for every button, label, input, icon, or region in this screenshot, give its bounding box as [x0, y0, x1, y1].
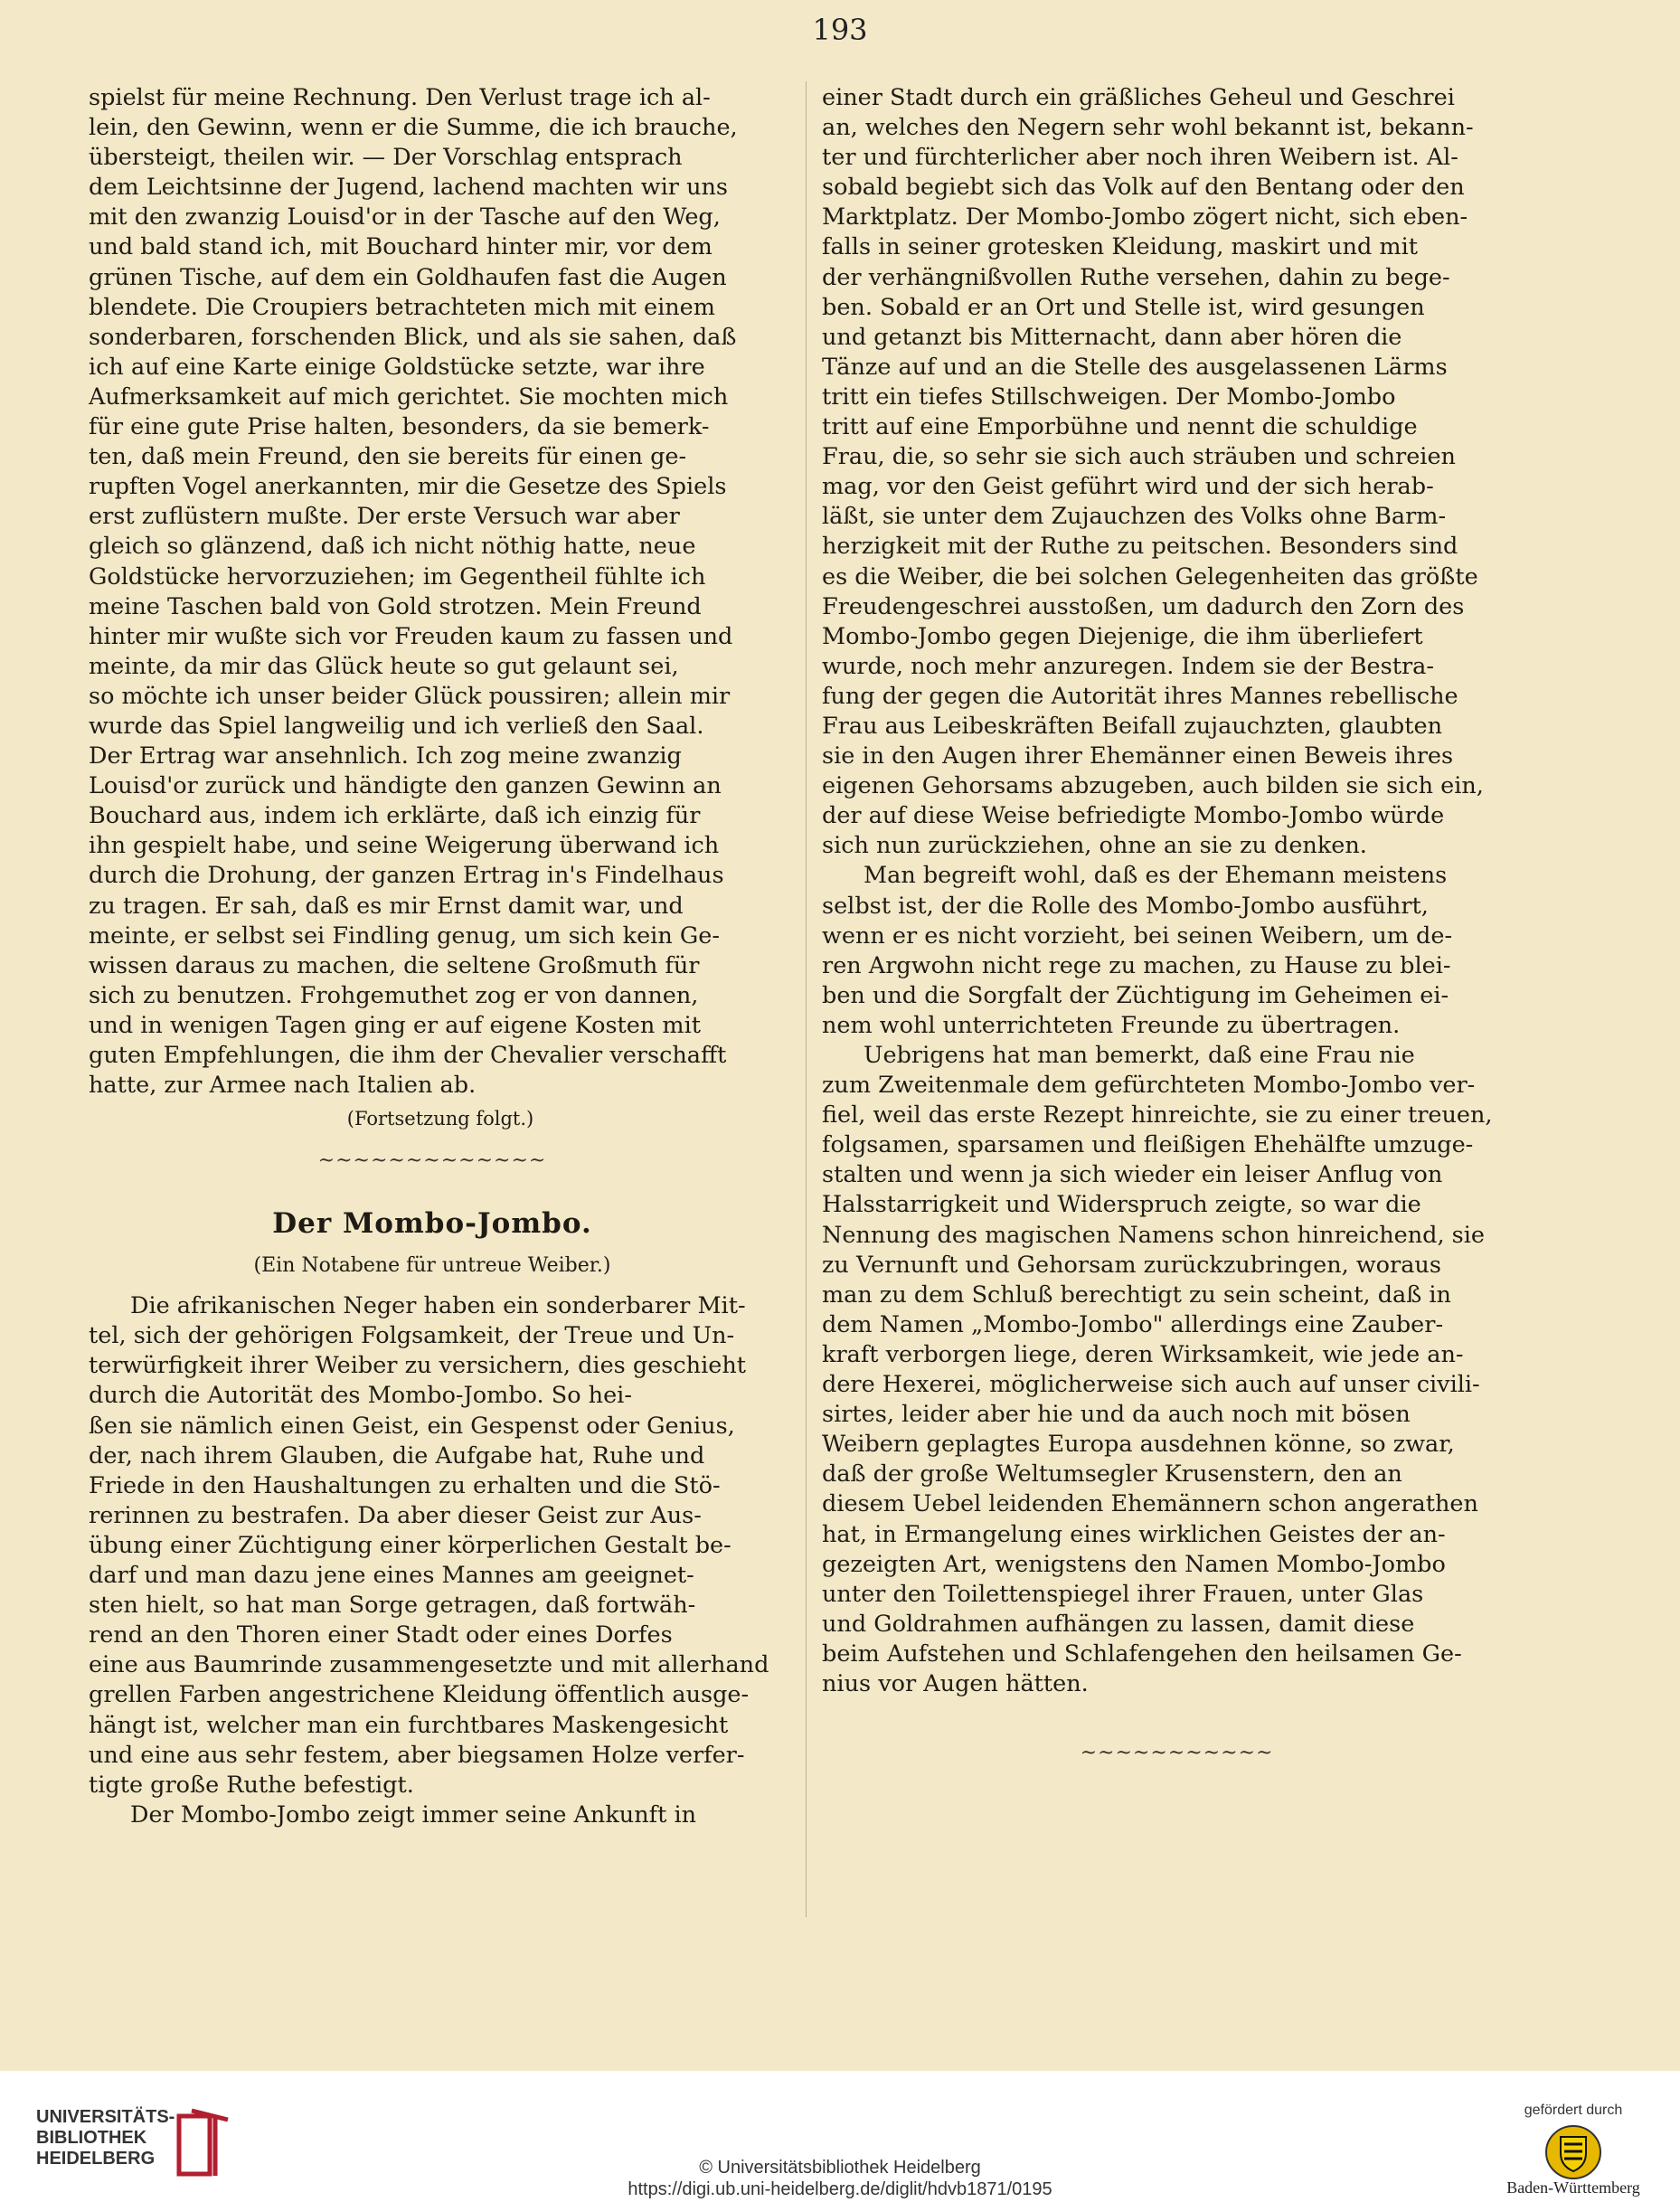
text-line: mag, vor den Geist geführt wird und der sich herab- [822, 473, 1434, 501]
text-line: ben. Sobald er an Ort und Stelle ist, wird gesungen [822, 293, 1425, 321]
text-line: Halsstarrigkeit und Widerspruch zeigte, so war die [822, 1191, 1421, 1219]
text-line: und Goldrahmen aufhängen zu lassen, damit diese [822, 1610, 1415, 1638]
text-line: sich nun zurückziehen, ohne an sie zu denken. [822, 832, 1367, 860]
text-line: ich auf eine Karte einige Goldstücke setzte, war ihre [89, 353, 705, 381]
text-line: Die afrikanischen Neger haben ein sonderbarer Mit- [130, 1292, 746, 1320]
text-line: ben und die Sorgfalt der Züchtigung im Geheimen ei- [822, 981, 1449, 1009]
column-rule [806, 81, 807, 1917]
text-line: Tänze auf und an die Stelle des ausgelassenen Lärms [822, 353, 1448, 381]
text-line: zu Vernunft und Gehorsam zurückzubringen, woraus [822, 1251, 1441, 1279]
left-article-continuation [89, 83, 792, 1101]
continued-note: (Fortsetzung folgt.) [346, 1108, 534, 1130]
separator-ornament: ~~~~~~~~~~~~~ [317, 1149, 547, 1173]
text-line: Man begreift wohl, daß es der Ehemann meistens [864, 862, 1448, 890]
text-line: dere Hexerei, möglicherweise sich auch auf unser civili- [822, 1371, 1480, 1399]
text-line: diesem Uebel leidenden Ehemännern schon angerathen [822, 1490, 1478, 1518]
text-line: Nennung des magischen Namens schon hinreichend, sie [822, 1221, 1486, 1249]
text-line: Marktplatz. Der Mombo-Jombo zögert nicht, sich eben- [822, 203, 1468, 232]
text-line: der verhängnißvollen Ruthe versehen, dahin zu bege- [822, 263, 1450, 291]
text-line: blendete. Die Croupiers betrachteten mich mit einem [89, 293, 715, 321]
text-line: es die Weiber, die bei solchen Gelegenheiten das größte [822, 562, 1478, 591]
text-line: hängt ist, welcher man ein furchtbares Maskengesicht [89, 1711, 729, 1739]
text-line: tigte große Ruthe befestigt. [89, 1771, 414, 1799]
right-paragraph-1 [822, 83, 1532, 861]
right-column [822, 83, 1532, 1801]
funding-note [1483, 2103, 1664, 2202]
text-line: beim Aufstehen und Schlafengehen den heilsamen Ge- [822, 1640, 1462, 1668]
text-line: wurde das Spiel langweilig und ich verließ den Saal. [89, 712, 704, 740]
article-subheadline: (Ein Notabene für untreue Weiber.) [253, 1254, 611, 1278]
text-line: durch die Autorität des Mombo-Jombo. So hei- [89, 1382, 632, 1410]
text-line: übung einer Züchtigung einer körperlichen Gestalt be- [89, 1531, 731, 1559]
text-line: Uebrigens hat man bemerkt, daß eine Frau nie [864, 1042, 1415, 1069]
text-line: wissen daraus zu machen, die seltene Großmuth für [89, 951, 700, 979]
text-line: so möchte ich unser beider Glück poussiren; allein mir [89, 682, 731, 710]
text-line: ten, daß mein Freund, den sie bereits für einen ge- [89, 443, 687, 471]
text-line: lein, den Gewinn, wenn er die Summe, die ich brauche, [89, 114, 738, 142]
text-line: mit den zwanzig Louisd'or in der Tasche auf den Weg, [89, 203, 721, 232]
text-line: Friede in den Haushaltungen zu erhalten und die Stö- [89, 1471, 721, 1499]
text-line: grellen Farben angestrichene Kleidung öffentlich ausge- [89, 1681, 750, 1709]
text-line: tel, sich der gehörigen Folgsamkeit, der Treue und Un- [89, 1322, 735, 1350]
text-line: wurde, noch mehr anzuregen. Indem sie der Bestra- [822, 652, 1434, 680]
footer-credits [0, 2157, 1680, 2200]
text-line: grünen Tische, auf dem ein Goldhaufen fast die Augen [89, 263, 727, 291]
text-line: Der Ertrag war ansehnlich. Ich zog meine zwanzig [89, 742, 682, 770]
text-line: und eine aus sehr festem, aber biegsamen Holze verfer- [89, 1741, 745, 1769]
text-line: an, welches den Negern sehr wohl bekannt ist, bekann- [822, 114, 1474, 142]
text-line: gezeigten Art, wenigstens den Namen Mombo-Jombo [822, 1550, 1446, 1578]
text-line: und bald stand ich, mit Bouchard hinter mir, vor dem [89, 233, 713, 261]
funded-by-label: gefördert durch [1524, 2103, 1623, 2118]
text-line: kraft verborgen liege, deren Wirksamkeit, wie jede an- [822, 1340, 1464, 1368]
text-line: erst zuflüstern mußte. Der erste Versuch war aber [89, 503, 680, 531]
text-line: der auf diese Weise befriedigte Mombo-Jombo würde [822, 802, 1445, 830]
text-line: meine Taschen bald von Gold strotzen. Mein Freund [89, 592, 702, 620]
text-line: Mombo-Jombo gegen Diejenige, die ihm überliefert [822, 622, 1423, 650]
text-line: stalten und wenn ja sich wieder ein leiser Anflug von [822, 1161, 1443, 1189]
text-line: ihn gespielt habe, und seine Weigerung überwand ich [89, 832, 720, 860]
text-line: tritt auf eine Emporbühne und nennt die schuldige [822, 413, 1418, 441]
text-line: sobald begiebt sich das Volk auf den Bentang oder den [822, 174, 1465, 202]
text-line: ter und fürchterlicher aber noch ihren Weibern ist. Al- [822, 144, 1458, 172]
coat-of-arms-icon [1544, 2124, 1602, 2180]
text-line: Aufmerksamkeit auf mich gerichtet. Sie mochten mich [89, 383, 729, 411]
text-line: einer Stadt durch ein gräßliches Geheul und Geschrei [822, 84, 1455, 111]
library-name: UNIVERSITÄTS- BIBLIOTHEK HEIDELBERG [36, 2107, 175, 2169]
text-line: sonderbaren, forschenden Blick, und als sie sahen, daß [89, 323, 737, 351]
state-name: Baden-Württemberg [1506, 2178, 1640, 2197]
text-line: dem Namen „Mombo-Jombo" allerdings eine Zauber- [822, 1310, 1444, 1338]
text-line: herzigkeit mit der Ruthe zu peitschen. Besonders sind [822, 533, 1458, 561]
text-line: läßt, sie unter dem Zujauchzen des Volks ohne Barm- [822, 503, 1447, 531]
text-line: spielst für meine Rechnung. Den Verlust trage ich al- [89, 84, 711, 111]
text-line: terwürfigkeit ihrer Weiber zu versichern, dies geschieht [89, 1352, 746, 1380]
right-paragraph-3 [822, 1041, 1532, 1699]
text-line: unter den Toilettenspiegel ihrer Frauen, unter Glas [822, 1580, 1424, 1608]
text-line: fiel, weil das erste Rezept hinreichte, sie zu einer treuen, [822, 1101, 1493, 1129]
left-column [89, 83, 792, 2000]
text-line: rend an den Thoren einer Stadt oder eines Dorfes [89, 1621, 673, 1649]
text-line: sirtes, leider aber hie und da auch noch mit bösen [822, 1401, 1411, 1429]
copyright-text: © Universitätsbibliothek Heidelberg [699, 2158, 981, 2178]
text-line: rerinnen zu bestrafen. Da aber dieser Geist zur Aus- [89, 1501, 702, 1529]
text-line: zum Zweitenmale dem gefürchteten Mombo-Jombo ver- [822, 1072, 1476, 1100]
left-article-body [89, 1291, 792, 1830]
text-line: eigenen Gehorsams abzugeben, auch bilden sie sich ein, [822, 772, 1484, 800]
right-paragraph-2 [822, 861, 1532, 1041]
source-url[interactable]: https://digi.ub.uni-heidelberg.de/diglit/hdvb1871/0195 [628, 2179, 1052, 2199]
text-line: für eine gute Prise halten, besonders, da sie bemerk- [89, 413, 710, 441]
text-line: durch die Drohung, der ganzen Ertrag in's Findelhaus [89, 862, 724, 890]
text-line: der, nach ihrem Glauben, die Aufgabe hat, Ruhe und [89, 1441, 705, 1470]
page-number: 193 [812, 13, 868, 47]
text-line: guten Empfehlungen, die ihm der Chevalier verschafft [89, 1042, 727, 1069]
text-line: hat, in Ermangelung eines wirklichen Geistes der an- [822, 1520, 1446, 1548]
text-line: hinter mir wußte sich vor Freuden kaum zu fassen und [89, 622, 733, 650]
text-line: darf und man dazu jene eines Mannes am geeignet- [89, 1562, 694, 1590]
text-line: tritt ein tiefes Stillschweigen. Der Mombo-Jombo [822, 383, 1396, 411]
text-line: dem Leichtsinne der Jugend, lachend machten wir uns [89, 174, 729, 202]
article-headline: Der Mombo-Jombo. [272, 1207, 592, 1241]
text-line: Frau aus Leibeskräften Beifall zujauchzten, glaubten [822, 712, 1442, 740]
text-line: Freudengeschrei ausstoßen, um dadurch den Zorn des [822, 592, 1465, 620]
text-line: Bouchard aus, indem ich erklärte, daß ich einzig für [89, 802, 701, 830]
text-line: Der Mombo-Jombo zeigt immer seine Ankunft in [130, 1800, 697, 1829]
text-line: rupften Vogel anerkannten, mir die Gesetze des Spiels [89, 473, 727, 501]
text-line: gleich so glänzend, daß ich nicht nöthig hatte, neue [89, 533, 696, 561]
text-line: übersteigt, theilen wir. — Der Vorschlag entsprach [89, 144, 683, 172]
text-line: meinte, er selbst sei Findling genug, um sich kein Ge- [89, 921, 720, 950]
text-line: Goldstücke hervorzuziehen; im Gegentheil fühlte ich [89, 562, 706, 591]
text-line: sich zu benutzen. Frohgemuthet zog er von dannen, [89, 981, 699, 1009]
text-line: hatte, zur Armee nach Italien ab. [89, 1072, 477, 1100]
text-line: wenn er es nicht vorzieht, bei seinen Weibern, um de- [822, 921, 1453, 950]
text-line: Weibern geplagtes Europa ausdehnen könne, so zwar, [822, 1431, 1455, 1459]
text-line: falls in seiner grotesken Kleidung, maskirt und mit [822, 233, 1418, 261]
text-line: Frau, die, so sehr sie sich auch sträuben und schreien [822, 443, 1456, 471]
text-line: selbst ist, der die Rolle des Mombo-Jombo ausführt, [822, 892, 1429, 920]
text-line: eine aus Baumrinde zusammengesetzte und mit allerhand [89, 1651, 769, 1679]
text-line: folgsamen, sparsamen und fleißigen Ehehälfte umzuge- [822, 1131, 1474, 1159]
text-line: nem wohl unterrichteten Freunde zu übertragen. [822, 1011, 1401, 1039]
text-line: sten hielt, so hat man Sorge getragen, daß fortwäh- [89, 1592, 696, 1620]
text-line: und in wenigen Tagen ging er auf eigene Kosten mit [89, 1011, 701, 1039]
text-line: ßen sie nämlich einen Geist, ein Gespenst oder Genius, [89, 1412, 735, 1440]
text-line: nius vor Augen hätten. [822, 1669, 1089, 1697]
text-line: meinte, da mir das Glück heute so gut gelaunt sei, [89, 652, 679, 680]
text-line: sie in den Augen ihrer Ehemänner einen Beweis ihres [822, 742, 1454, 770]
text-line: Louisd'or zurück und händigte den ganzen Gewinn an [89, 772, 722, 800]
text-line: fung der gegen die Autorität ihres Mannes rebellische [822, 682, 1458, 710]
text-line: ren Argwohn nicht rege zu machen, zu Hause zu blei- [822, 951, 1451, 979]
text-line: und getanzt bis Mitternacht, dann aber hören die [822, 323, 1402, 351]
end-ornament: ~~~~~~~~~~~ [1080, 1742, 1274, 1765]
text-line: zu tragen. Er sah, daß es mir Ernst damit war, und [89, 892, 684, 920]
footer [0, 2071, 1680, 2202]
text-line: man zu dem Schluß berechtigt zu sein scheint, daß in [822, 1281, 1451, 1309]
text-line: daß der große Weltumsegler Krusenstern, den an [822, 1460, 1402, 1488]
